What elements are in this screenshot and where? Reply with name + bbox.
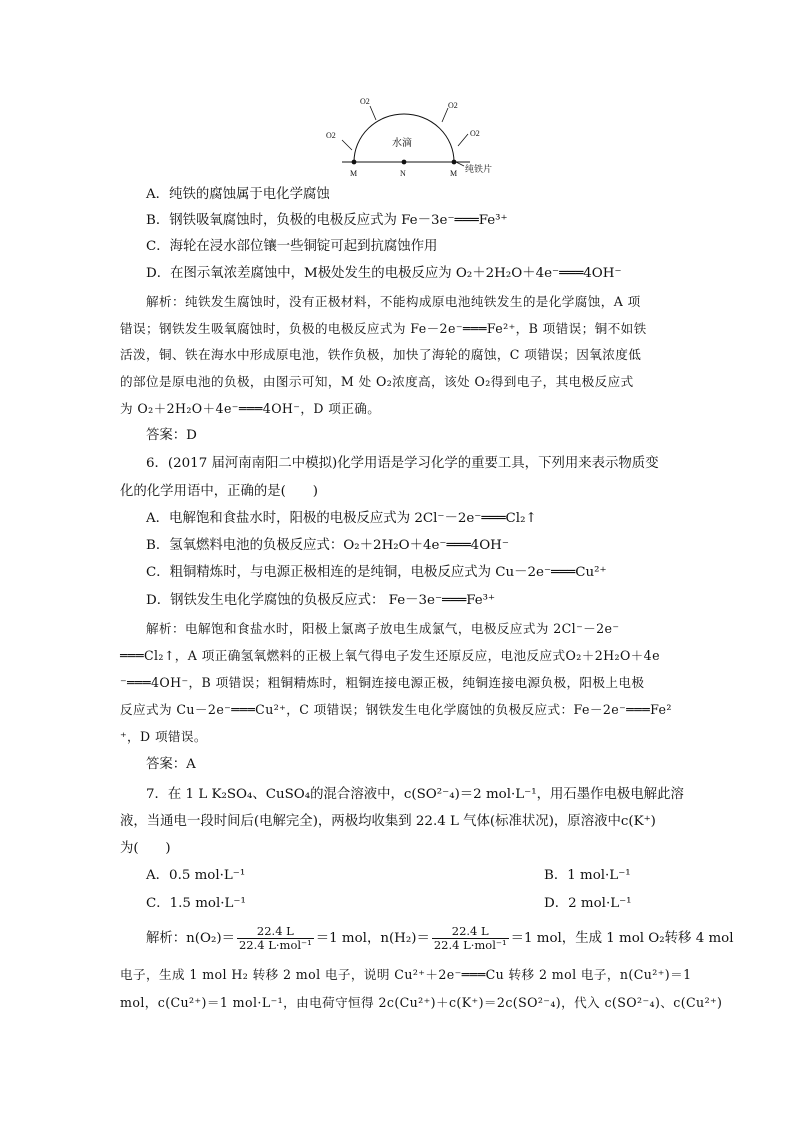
q7-option-row [146,895,794,913]
q5-explanation-line: 解析：纯铁发生腐蚀时，没有正极材料，不能构成原电池纯铁发生的是化学腐蚀，A 项 [146,294,641,309]
iron-plate-label: 纯铁片 [465,164,493,174]
q7-stem-line: 为( ) [120,841,171,856]
q6-explanation-line: ⁺，D 项错误。 [120,729,207,744]
o2-arrow-2 [370,106,376,120]
q5-explanation-line: 的部位是原电池的负极，由图示可知，M 处 O₂浓度高，该处 O₂得到电子，其电极反应式 [120,374,634,389]
q6-answer: 答案：A [146,757,196,772]
q6-option-c: C．粗铜精炼时，与电源正极相连的是纯铜，电极反应式为 Cu－2e⁻═══Cu²⁺ [146,565,607,580]
point-label-n: N [400,169,406,178]
fraction-numerator: 22.4 L [432,925,509,939]
o2-label-1: O2 [326,131,336,140]
fraction-denominator: 22.4 L·mol⁻¹ [238,938,312,952]
q5-explanation-line: 为 O₂＋2H₂O＋4e⁻═══4OH⁻，D 项正确。 [120,401,381,416]
q7-explanation-line: 电子，生成 1 mol H₂ 转移 2 mol 电子，说明 Cu²⁺＋2e⁻═══Cu 转移 2 mol 电子，n(Cu²⁺)＝1 [120,967,692,982]
q6-option-b: B．氢氧燃料电池的负极反应式：O₂＋2H₂O＋4e⁻═══4OH⁻ [146,538,509,553]
q5-option-a: A．纯铁的腐蚀属于电化学腐蚀 [146,187,330,202]
q7-stem-line: 液，当通电一段时间后(电解完全)，两极均收集到 22.4 L 气体(标准状况)，原溶液中c(K⁺) [120,814,656,829]
point-m-left [352,160,357,165]
point-n [402,160,407,165]
q5-explanation-line: 活泼，铜、铁在海水中形成原电池，铁作负极，加快了海轮的腐蚀，C 项错误；因氧浓度低 [120,347,642,362]
q7-stem-line: 7．在 1 L K₂SO₄、CuSO₄的混合溶液中，c(SO²⁻₄)＝2 mol·L⁻¹，用石墨作电极电解此溶 [146,787,684,802]
o2-label-4: O2 [470,129,480,138]
o2-label-3: O2 [448,101,458,110]
point-m-right [452,160,457,165]
fraction-o2 [237,925,314,952]
q7-option-c: C．1.5 mol·L⁻¹ [146,896,246,911]
q6-explanation-line: ═══Cl₂↑，A 项正确氢氧燃料的正极上氧气得电子发生还原反应，电池反应式O₂＋2H₂O＋4e [120,648,660,663]
q5-option-b: B．钢铁吸氧腐蚀时，负极的电极反应式为 Fe－3e⁻═══Fe³⁺ [146,213,508,228]
fraction-denominator: 22.4 L·mol⁻¹ [433,938,507,952]
q6-stem-line: 6．(2017 届河南南阳二中模拟)化学用语是学习化学的重要工具，下列用来表示物质变 [146,456,659,471]
q6-explanation-line: ⁻═══4OH⁻，B 项错误；粗铜精炼时，粗铜连接电源正极，纯铜连接电源负极，阳极上电极 [120,675,645,690]
q5-answer: 答案：D [146,428,197,443]
q7-explanation-line: mol，c(Cu²⁺)＝1 mol·L⁻¹，由电荷守恒得 2c(Cu²⁺)＋c(K⁺)＝2c(SO²⁻₄)，代入 c(SO²⁻₄)、c(Cu²⁺) [120,995,723,1010]
q5-explanation-line: 错误；钢铁发生吸氧腐蚀时，负极的电极反应式为 Fe－2e⁻═══Fe²⁺，B 项错误；铜不如铁 [120,321,647,336]
q7-option-a: A．0.5 mol·L⁻¹ [146,868,246,883]
q6-explanation-line: 反应式为 Cu－2e⁻═══Cu²⁺，C 项错误；钢铁发生电化学腐蚀的负极反应式：Fe－2e⁻═══Fe² [120,702,672,717]
plate-label-leader [456,162,464,166]
q7-option-row [146,867,794,885]
q7-exp-middle: ＝1 mol，n(H₂)＝ [315,931,430,946]
q7-exp-prefix: 解析：n(O₂)＝ [146,931,235,946]
q5-option-d: D．在图示氧浓差腐蚀中，M极处发生的电极反应为 O₂＋2H₂O＋4e⁻═══4OH⁻ [146,266,622,281]
q7-exp-suffix: ＝1 mol，生成 1 mol O₂转移 4 mol [510,931,734,946]
q7-explanation-line [146,924,794,954]
o2-arrow-3 [442,108,448,122]
point-label-m-left: M [350,169,358,178]
o2-arrow-1 [342,140,352,150]
water-drop-label: 水滴 [392,138,412,149]
oxygen-concentration-corrosion-diagram [318,92,528,184]
q7-option-b: B．1 mol·L⁻¹ [544,868,631,883]
q6-explanation-line: 解析：电解饱和食盐水时，阳极上氯离子放电生成氯气，电极反应式为 2Cl⁻－2e⁻ [146,621,620,636]
fraction-h2 [432,925,509,952]
q6-option-a: A．电解饱和食盐水时，阳极的电极反应式为 2Cl⁻－2e⁻═══Cl₂↑ [146,511,537,526]
q7-option-d: D．2 mol·L⁻¹ [544,896,632,911]
q6-stem-line: 化的化学用语中，正确的是( ) [120,484,318,499]
o2-label-2: O2 [360,97,370,106]
o2-arrow-4 [458,134,468,146]
q6-option-d: D．钢铁发生电化学腐蚀的负极反应式： Fe－3e⁻═══Fe³⁺ [146,593,496,608]
fraction-numerator: 22.4 L [237,925,314,939]
point-label-m-right: M [450,169,458,178]
q5-option-c: C．海轮在浸水部位镶一些铜锭可起到抗腐蚀作用 [146,239,438,254]
